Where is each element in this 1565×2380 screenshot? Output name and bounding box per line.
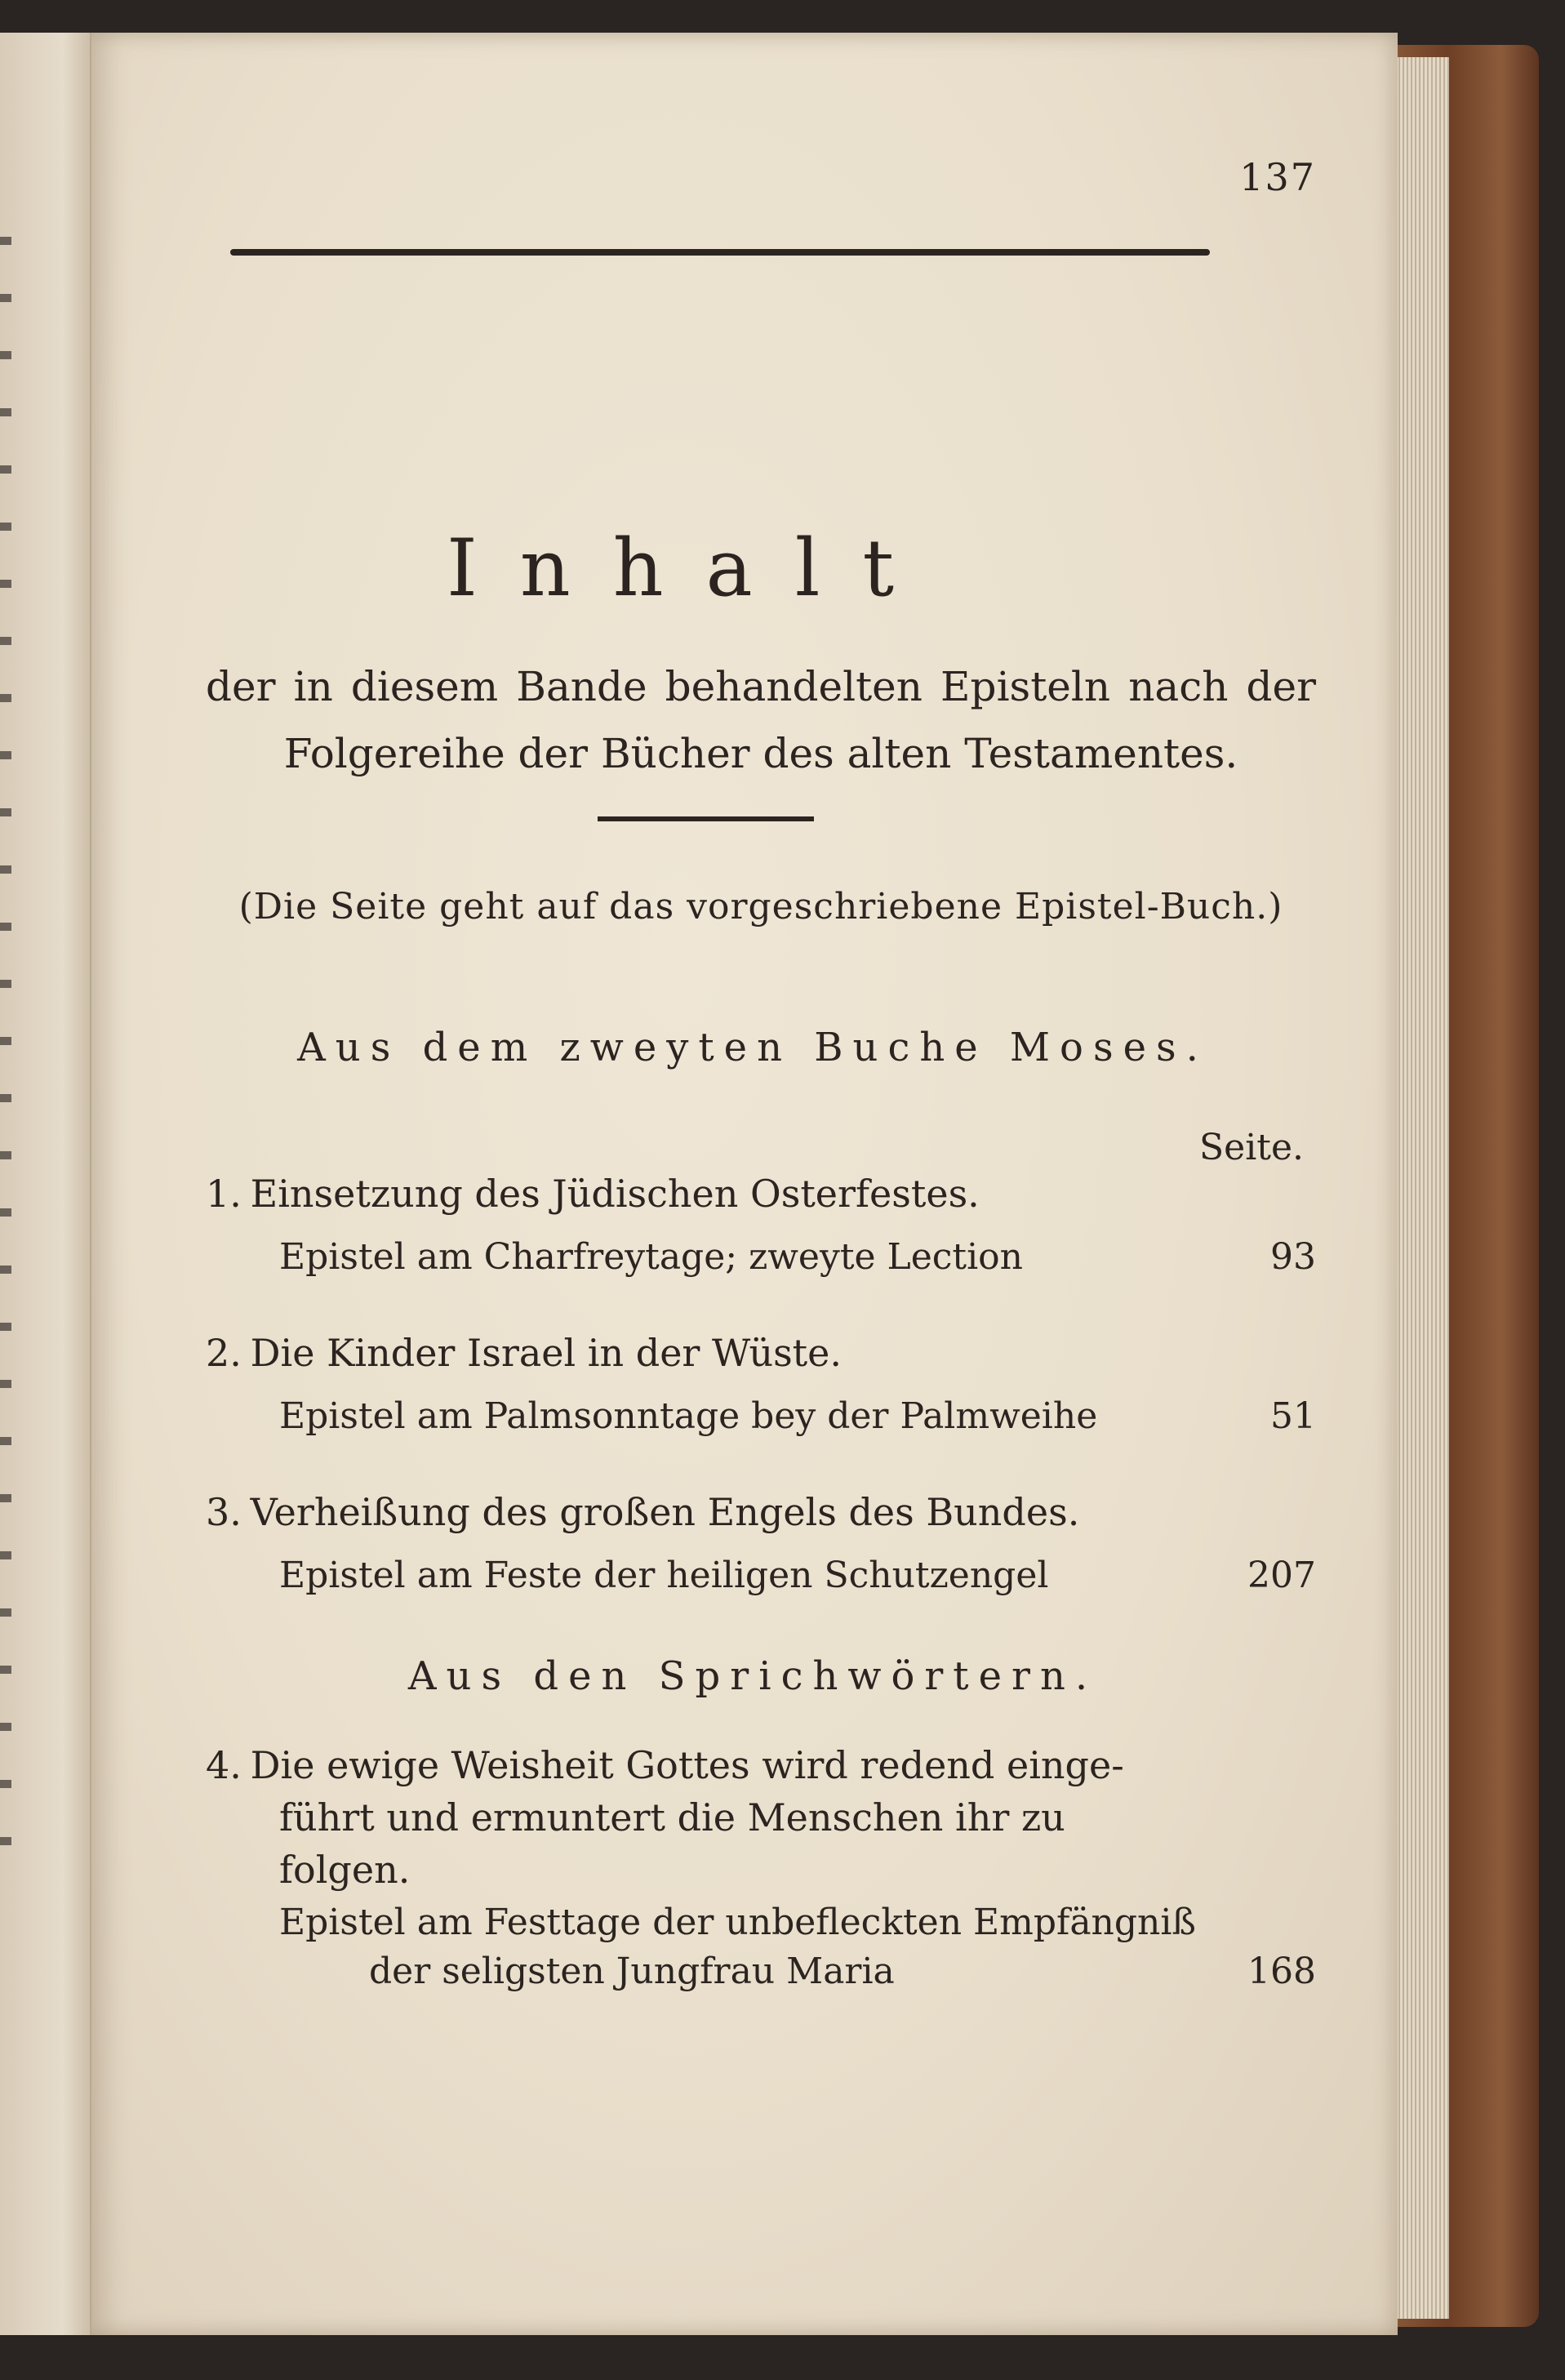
entry-title-text: Die Kinder Israel in der Wüste. bbox=[250, 1331, 843, 1375]
header-rule bbox=[230, 249, 1210, 256]
entry-page-ref: 207 bbox=[1247, 1555, 1316, 1596]
entry-title-line-1: Die ewige Weisheit Gottes wird redend einge- bbox=[250, 1743, 1124, 1787]
divider-rule bbox=[598, 816, 814, 821]
section-heading-sprichwoerter: Aus den Sprichwörtern. bbox=[407, 1653, 1098, 1699]
entry-number: 1. bbox=[206, 1172, 242, 1216]
left-page-edge bbox=[0, 33, 91, 2335]
entry-title-line-3: folgen. bbox=[279, 1848, 411, 1892]
entry-number: 3. bbox=[206, 1490, 242, 1534]
epistle-text: Epistel am Feste der heiligen Schutzengel bbox=[279, 1555, 1049, 1596]
entry-title-line-2: führt und ermuntert die Menschen ihr zu bbox=[279, 1795, 1065, 1839]
entry-number: 2. bbox=[206, 1331, 242, 1375]
entry-4-epistle bbox=[279, 1898, 1316, 1996]
epistle-text: Epistel am Charfreytage; zweyte Lection bbox=[279, 1236, 1024, 1278]
entry-page-ref: 168 bbox=[1247, 1951, 1316, 1992]
page-title: Inhalt bbox=[446, 523, 937, 614]
right-page bbox=[91, 33, 1398, 2335]
entry-3-epistle bbox=[279, 1551, 1316, 1600]
left-page-text-edge bbox=[0, 237, 11, 1870]
entry-title-text: Einsetzung des Jüdischen Osterfestes. bbox=[250, 1172, 980, 1216]
entry-page-ref: 93 bbox=[1270, 1236, 1316, 1278]
entry-2-title bbox=[206, 1327, 1267, 1379]
entry-title-text: Verheißung des großen Engels des Bundes. bbox=[250, 1490, 1080, 1534]
epistle-line-1: Epistel am Festtage der unbefleckten Empfängniß bbox=[279, 1902, 1196, 1943]
page-number: 137 bbox=[1239, 155, 1316, 199]
entry-page-ref: 51 bbox=[1270, 1395, 1316, 1437]
entry-2-epistle bbox=[279, 1392, 1316, 1441]
entry-3-title bbox=[206, 1486, 1267, 1538]
entry-number: 4. bbox=[206, 1743, 242, 1787]
section-heading-moses: Aus dem zweyten Buche Moses. bbox=[297, 1025, 1208, 1070]
column-label-seite: Seite. bbox=[1199, 1127, 1304, 1168]
epistle-line-2: der seligsten Jungfrau Maria bbox=[369, 1951, 895, 1992]
entry-1-epistle bbox=[279, 1233, 1316, 1282]
page-note: (Die Seite geht auf das vorgeschriebene Epistel-Buch.) bbox=[238, 886, 1283, 928]
entry-4-title bbox=[206, 1739, 1267, 1896]
epistle-text: Epistel am Palmsonntage bey der Palmweihe bbox=[279, 1395, 1098, 1437]
entry-1-title bbox=[206, 1168, 1267, 1220]
page-subtitle: der in diesem Bande behandelten Episteln nach der Folgereihe der Bücher des alten Testamentes. bbox=[206, 663, 1316, 777]
